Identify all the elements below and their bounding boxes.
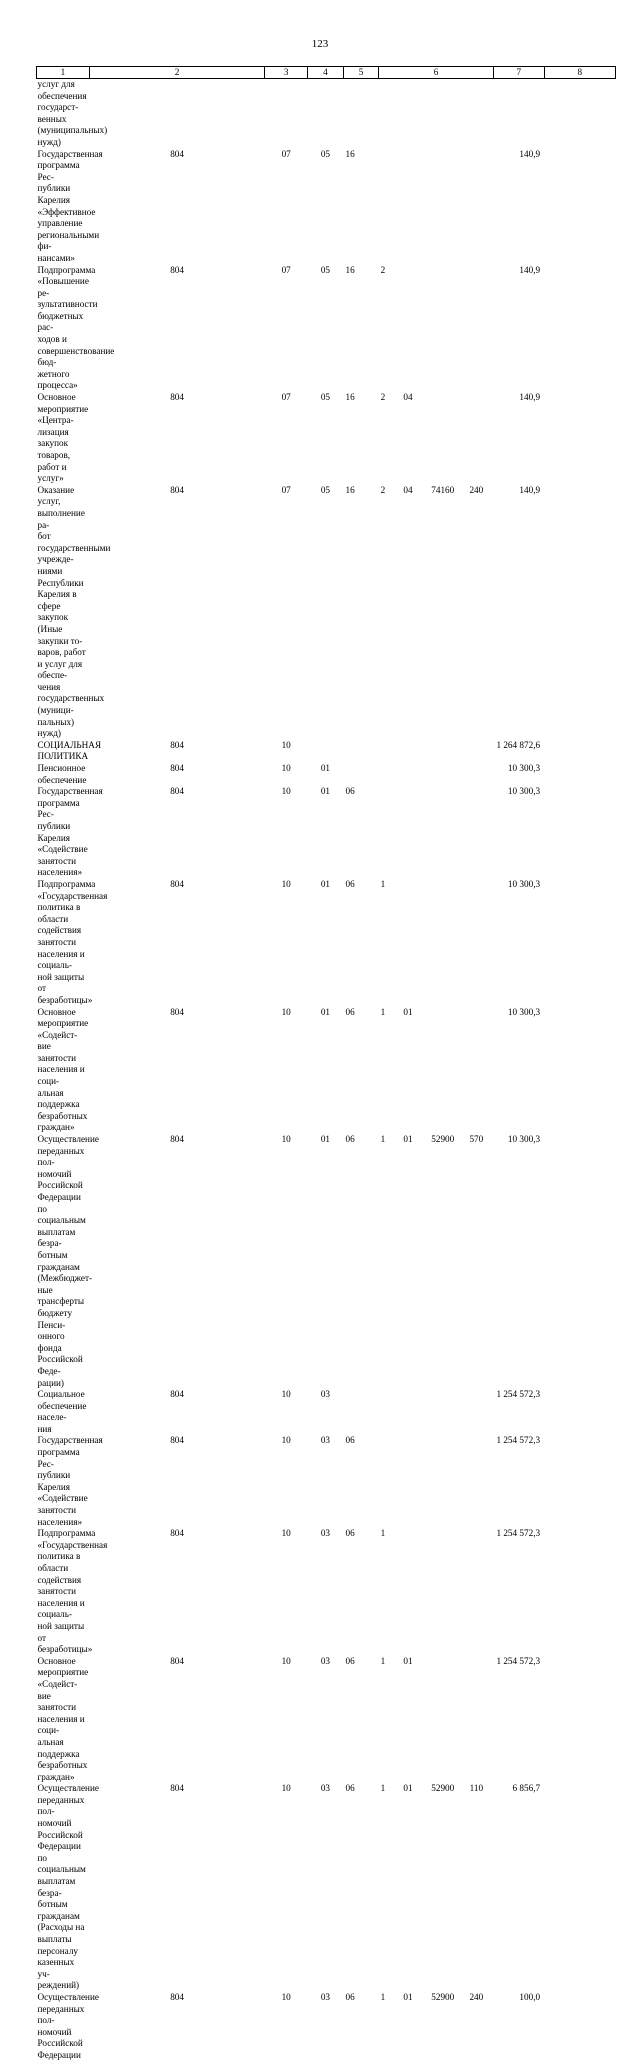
row-section-code: 07: [281, 392, 291, 403]
row-expense-type: 570: [469, 1134, 484, 1145]
row-expense-type: [459, 1007, 493, 1135]
row-amount: 140,9: [519, 148, 541, 159]
row-subsection-code: [307, 740, 343, 763]
row-measure-code: 01: [403, 1991, 413, 2002]
row-measure-code: [401, 786, 426, 879]
row-expense-type: [459, 1435, 493, 1528]
row-amount: 140,9: [519, 392, 541, 403]
row-admin-code: 804: [170, 763, 184, 774]
row-name: Социальное обеспечение населе- ния: [37, 1389, 87, 1434]
row-program-code: [344, 79, 379, 149]
table-row: [37, 1134, 616, 1389]
row-measure-code: 01: [403, 1006, 413, 1017]
row-admin-code: 804: [170, 484, 184, 495]
row-amount: 10 300,3: [507, 1134, 541, 1145]
table-row: [37, 485, 616, 740]
row-name: Государственная программа Рес- публики Карелия «Содействие занятости населения»: [37, 786, 103, 878]
row-name: Основное мероприятие «Содейст- вие занятости населения и соци- альная поддержка безработных граждан»: [37, 1006, 89, 1133]
row-measure-code: 01: [403, 1783, 413, 1794]
row-section-code: 10: [281, 1389, 291, 1400]
table-row: [37, 879, 616, 1007]
row-subsection-code: [307, 79, 343, 149]
row-admin-code: 804: [170, 1435, 184, 1446]
row-name: Осуществление переданных пол- номочий Российской Федерации: [37, 1991, 99, 2060]
row-measure-code: [401, 265, 426, 393]
row-admin-code: [89, 79, 265, 149]
row-subprogram-code: 2: [380, 264, 386, 275]
row-expense-type: 240: [469, 484, 484, 495]
table-row: [37, 740, 616, 763]
row-expense-type: [459, 879, 493, 1007]
row-amount: [493, 79, 544, 149]
column-header-6: 6: [379, 67, 494, 79]
row-subprogram-code: [379, 763, 402, 786]
table-row: [37, 763, 616, 786]
row-admin-code: 804: [170, 878, 184, 889]
row-subprogram-code: 2: [380, 484, 386, 495]
row-subprogram-code: 1: [380, 1006, 386, 1017]
row-subprogram-code: [379, 149, 402, 265]
column-header-2: 2: [89, 67, 265, 79]
table-row: [37, 1528, 616, 1656]
row-admin-code: 804: [170, 1783, 184, 1794]
row-name: СОЦИАЛЬНАЯ ПОЛИТИКА: [37, 739, 102, 762]
row-program-code: 06: [345, 1134, 355, 1145]
row-measure-code: [401, 149, 426, 265]
row-measure-code: 01: [403, 1655, 413, 1666]
row-expense-type: 240: [469, 1991, 484, 2002]
row-subsection-code: 03: [320, 1991, 331, 2002]
row-name: Основное мероприятие «Содейст- вие занятости населения и соци- альная поддержка безработных граждан»: [37, 1655, 89, 1782]
row-expense-type: [459, 265, 493, 393]
row-direction-code: 52900: [431, 1134, 455, 1145]
table-row: [37, 786, 616, 879]
row-direction-code: [426, 879, 459, 1007]
row-admin-code: 804: [170, 739, 184, 750]
budget-table: [36, 66, 616, 2062]
row-expense-type: [459, 1389, 493, 1435]
row-expense-type: 110: [469, 1783, 484, 1794]
row-admin-code: 804: [170, 1655, 184, 1666]
row-program-code: 06: [345, 1528, 355, 1539]
row-subsection-code: 05: [320, 484, 331, 495]
column-header-3: 3: [265, 67, 307, 79]
row-direction-code: [426, 763, 459, 786]
row-section-code: 10: [281, 1528, 291, 1539]
row-subsection-code: 03: [320, 1528, 331, 1539]
row-measure-code: [401, 79, 426, 149]
row-admin-code: 804: [170, 1389, 184, 1400]
row-expense-type: [459, 740, 493, 763]
row-expense-type: [459, 392, 493, 485]
row-name: Подпрограмма «Государственная политика в области содействия занятости населения и социаль- ной защиты от безработицы»: [37, 1528, 108, 1655]
row-section-code: 07: [281, 148, 291, 159]
table-row: [37, 1389, 616, 1435]
row-subsection-code: 05: [320, 392, 331, 403]
row-name: Пенсионное обеспечение: [37, 763, 87, 785]
row-subprogram-code: [379, 1389, 402, 1435]
row-subsection-code: 03: [320, 1389, 331, 1400]
row-admin-code: 804: [170, 1134, 184, 1145]
row-subprogram-code: 1: [380, 878, 386, 889]
row-section-code: 07: [281, 484, 291, 495]
row-amount: 140,9: [519, 484, 541, 495]
column-header-4: 4: [307, 67, 343, 79]
row-subprogram-code: 2: [380, 392, 386, 403]
row-name: услуг для обеспечения государст- венных (муниципальных) нужд): [37, 79, 108, 147]
row-direction-code: [426, 1528, 459, 1656]
row-section-code: 10: [281, 786, 291, 797]
row-program-code: 06: [345, 878, 355, 889]
row-subsection-code: 01: [320, 878, 331, 889]
row-program-code: [344, 1389, 379, 1435]
row-program-code: [344, 763, 379, 786]
row-subprogram-code: 1: [380, 1528, 386, 1539]
row-measure-code: 04: [403, 392, 413, 403]
row-expense-type: [459, 1656, 493, 1784]
table-row: [37, 1435, 616, 1528]
row-direction-code: 52900: [431, 1991, 455, 2002]
row-expense-type: [459, 763, 493, 786]
row-name: Подпрограмма «Государственная политика в области содействия занятости населения и социаль- ной защиты от безработицы»: [37, 878, 108, 1005]
row-amount: 100,0: [519, 1991, 541, 2002]
row-subsection-code: 03: [320, 1435, 331, 1446]
row-section-code: [265, 79, 307, 149]
row-program-code: 06: [345, 1655, 355, 1666]
row-name: Подпрограмма «Повышение ре- зультативности бюджетных рас- ходов и совершенствование бюд- жетного процесса»: [37, 264, 115, 391]
row-direction-code: [426, 740, 459, 763]
row-admin-code: 804: [170, 392, 184, 403]
row-subprogram-code: 1: [380, 1991, 386, 2002]
row-admin-code: 804: [170, 148, 184, 159]
row-admin-code: 804: [170, 786, 184, 797]
row-subsection-code: 05: [320, 148, 331, 159]
row-measure-code: [401, 1389, 426, 1435]
row-subsection-code: 03: [320, 1655, 331, 1666]
row-subprogram-code: 1: [380, 1783, 386, 1794]
row-direction-code: [426, 786, 459, 879]
row-direction-code: [426, 1389, 459, 1435]
row-amount: 6 856,7: [512, 1783, 541, 1794]
row-amount: 1 264 872,6: [496, 739, 541, 750]
row-expense-type: [459, 149, 493, 265]
row-amount: 10 300,3: [507, 763, 541, 774]
row-direction-code: [426, 79, 459, 149]
row-name: Осуществление переданных пол- номочий Российской Федерации по социальным выплатам безра- ботным гражданам (Межбюджет- ные трансферты бюджету Пенси- онного фонда Российской Феде- рации): [37, 1134, 99, 1388]
row-amount: 1 254 572,3: [496, 1435, 541, 1446]
row-direction-code: [426, 1656, 459, 1784]
row-name: Государственная программа Рес- публики Карелия «Содействие занятости населения»: [37, 1435, 103, 1527]
row-subprogram-code: [379, 1435, 402, 1528]
row-direction-code: [426, 149, 459, 265]
row-subsection-code: 05: [320, 264, 331, 275]
row-amount: 10 300,3: [507, 878, 541, 889]
row-amount: 1 254 572,3: [496, 1389, 541, 1400]
table-body: [37, 79, 616, 2062]
row-expense-type: [459, 786, 493, 879]
row-measure-code: [401, 1528, 426, 1656]
row-section-code: 10: [281, 763, 291, 774]
table-row: [37, 79, 616, 149]
column-header-7: 7: [493, 67, 544, 79]
table-row: [37, 1992, 616, 2062]
row-admin-code: 804: [170, 1006, 184, 1017]
row-measure-code: [401, 1435, 426, 1528]
table-row: [37, 149, 616, 265]
table-row: [37, 1656, 616, 1784]
row-measure-code: 04: [403, 484, 413, 495]
row-admin-code: 804: [170, 264, 184, 275]
table-row: [37, 265, 616, 393]
table-row: [37, 1783, 616, 1992]
row-direction-code: [426, 265, 459, 393]
row-section-code: 10: [281, 1991, 291, 2002]
table-row: [37, 1007, 616, 1135]
row-amount: 10 300,3: [507, 1006, 541, 1017]
row-direction-code: [426, 392, 459, 485]
row-subprogram-code: 1: [380, 1134, 386, 1145]
row-amount: 140,9: [519, 264, 541, 275]
row-program-code: 06: [345, 1435, 355, 1446]
row-program-code: [344, 740, 379, 763]
row-measure-code: 01: [403, 1134, 413, 1145]
column-header-8: 8: [544, 67, 615, 79]
row-section-code: 10: [281, 878, 291, 889]
row-program-code: 16: [345, 392, 355, 403]
row-amount: 10 300,3: [507, 786, 541, 797]
row-section-code: 10: [281, 1435, 291, 1446]
row-direction-code: [426, 1435, 459, 1528]
row-subsection-code: 01: [320, 1134, 331, 1145]
column-header-1: 1: [37, 67, 90, 79]
row-direction-code: 74160: [431, 484, 455, 495]
table-row: [37, 392, 616, 485]
row-subsection-code: 01: [320, 1006, 331, 1017]
row-measure-code: [401, 740, 426, 763]
column-header-5: 5: [344, 67, 379, 79]
row-subprogram-code: 1: [380, 1655, 386, 1666]
row-program-code: 06: [345, 786, 355, 797]
row-section-code: 10: [281, 1134, 291, 1145]
row-subprogram-code: [379, 786, 402, 879]
row-expense-type: [459, 79, 493, 149]
row-name: Государственная программа Рес- публики Карелия «Эффективное управление региональными фи- нансами»: [37, 148, 103, 263]
row-subprogram-code: [379, 740, 402, 763]
row-program-code: 06: [345, 1991, 355, 2002]
table-header-row: [37, 67, 616, 79]
row-section-code: 10: [281, 1783, 291, 1794]
row-section-code: 07: [281, 264, 291, 275]
row-admin-code: 804: [170, 1991, 184, 2002]
row-program-code: 06: [345, 1783, 355, 1794]
page-number: 123: [311, 38, 329, 50]
row-direction-code: [426, 1007, 459, 1135]
row-subsection-code: 01: [320, 786, 331, 797]
row-expense-type: [459, 1528, 493, 1656]
row-section-code: 10: [281, 1655, 291, 1666]
row-subsection-code: 03: [320, 1783, 331, 1794]
row-program-code: 06: [345, 1006, 355, 1017]
row-program-code: 16: [345, 148, 355, 159]
row-amount: 1 254 572,3: [496, 1528, 541, 1539]
row-measure-code: [401, 879, 426, 1007]
row-name: Осуществление переданных пол- номочий Российской Федерации по социальным выплатам безра- ботным гражданам (Расходы на выплаты персоналу казенных уч- реждений): [37, 1783, 99, 1991]
row-direction-code: 52900: [431, 1783, 455, 1794]
row-program-code: 16: [345, 484, 355, 495]
row-name: Оказание услуг, выполнение ра- бот государственными учрежде- ниями Республики Карелия в сфере закупок (Иные закупки то- варов, работ и услуг для обеспе- чения государственных (муници- пальных) нужд): [37, 484, 111, 739]
row-measure-code: [401, 763, 426, 786]
row-program-code: 16: [345, 264, 355, 275]
row-admin-code: 804: [170, 1528, 184, 1539]
row-subprogram-code: [379, 79, 402, 149]
row-section-code: 10: [281, 1006, 291, 1017]
row-section-code: 10: [281, 739, 291, 750]
row-name: Основное мероприятие «Центра- лизация закупок товаров, работ и услуг»: [37, 392, 89, 484]
row-amount: 1 254 572,3: [496, 1655, 541, 1666]
row-subsection-code: 01: [320, 763, 331, 774]
